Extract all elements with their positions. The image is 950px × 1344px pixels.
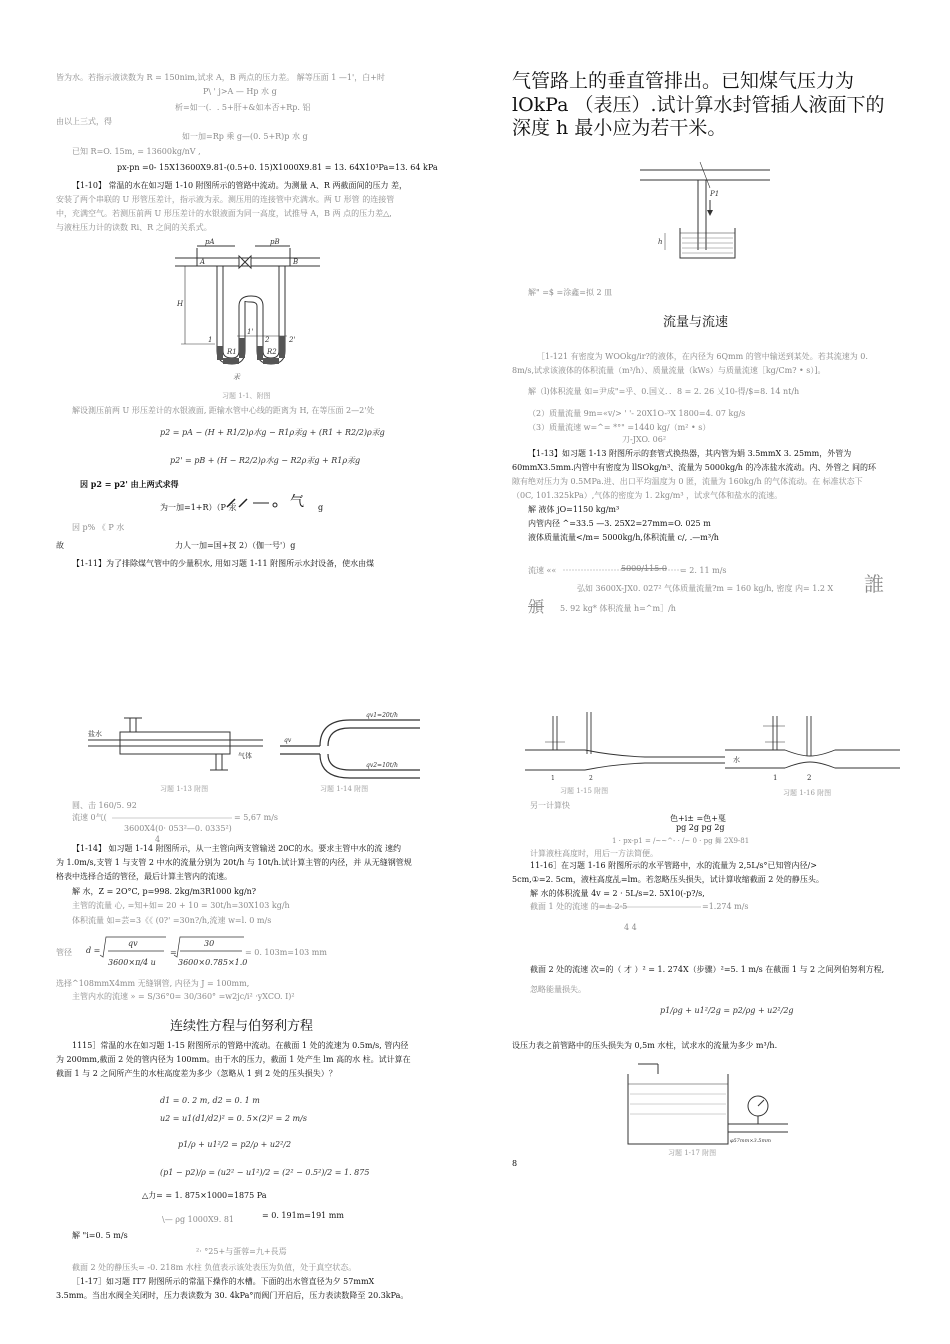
solution-line: = 0. 103m=103 mm [245,948,327,957]
problem-text-large: 气管路上的垂直管排出。已知煤气压力为 [512,70,855,92]
section-heading: 流量与流速 [663,315,729,330]
equation-line: 为一加=1+R）（P 汞 [160,503,237,512]
equation-line: 1 · px-p1 = /~~^- · /~ 0 · pg 舞 2X9-81 [612,837,750,845]
figure-1-13 [88,712,263,782]
label-P1: P1 [710,190,720,198]
equation: p1/ρg + u1²/2g = p2/ρg + u2²/2g [660,1006,794,1015]
solution-line: 5000/115 0 [621,564,667,573]
solution-line: 管径 [56,948,72,957]
equation-line: 气 [290,494,304,510]
label-qv1: qv1=20t/h [366,712,399,719]
solution-line: = 2. 11 m/s [680,566,727,575]
problem-1-11-line: 【1-11】为了排除煤气管中的少量积水, 用如习题 1-11 附图所示水封设备，使水由煤 [72,559,375,568]
solution-line: 截面 1 处的流速 的=± 2·5 [530,902,628,911]
solution-line: 解" =$ =涂鑫=拟 2 皿 [528,288,613,297]
figure-1-10 [175,236,320,386]
solution-line: （2）质量流量 9m=«v/> ' '- 20X1O-³X 1800=4. 07 kg/s [528,409,746,418]
solution-line: 计算液柱高度时，用后一方法简便。 [530,849,658,858]
label-B: B [293,258,299,266]
solution-line: 解设測压前两 U 形压差计的水银液面, 距输水管中心线的距离为 H, 在等压面 2—2'处 [72,406,375,415]
problem-1-15-line: 为 200mm,截面 2 处的管内径为 100mm。由于水的压力，截面 1 处产生 lm 高的水 柱。试计算在 [56,1055,411,1064]
equation: p2' = pB + (H − R2/2)ρ水g − R2ρ汞g + R1ρ汞g [170,456,361,465]
problem-1-17-line: 设压力表之前管路中的压头损失为 0,5m 水柱，试求水的流量为多少 m³/h. [512,1041,778,1050]
equation-line: g [318,503,324,512]
solution-line: 解（l)体积流量 如=尹成"=乎、0.国义．．8 = 2. 26 乂10-得/$=8. 14 nt/h [528,387,800,396]
solution-line: 4 [155,835,161,844]
figure-1-14 [280,708,430,788]
label-mercury: 汞 [233,373,240,381]
problem-1-16-line: 11-16］在习题 1-16 附图所示的水平管路中，水的流量为 2,5L/s°已知管内径/> [530,861,817,870]
problem-1-10-line: 与液柱压力计的读数 Ri、R 之间的关系式。 [56,223,212,232]
solution-line: 3600X4(0· 053²—0. 0335²) [124,824,232,833]
label-1: 1 [773,774,778,782]
problem-1-15-line: 截面 1 与 2 之间所产生的水柱高度差为多少（忽略从 1 到 2 处的压头损失）？ [56,1069,337,1078]
figure-caption: 习题 1-1、附图 [222,392,271,400]
label-1: 1 [208,336,213,344]
equation: p2 = pA − (H + R1/2)ρ水g − R1ρ汞g + (R1 + R2/2)ρ汞g [160,428,385,437]
solution-line: 主管内水的流速 » = S/36°0= 30/360° =w2jc/i² ·yXCO. I)² [72,992,295,1001]
problem-1-13-line: （0C, 101.325kPa）,气体的密度为 1. 2kg/m³ ，试求气体和盐水的流速。 [512,491,783,500]
figure-1-16 [725,712,900,784]
page-number: 8 [512,1159,518,1168]
problem-1-17-line: ［1-17］如习题 IT7 附图所示的常温下操作的水槽。下面的出水管直径为夕 57mmX [72,1277,375,1286]
label-water: 水 [733,756,740,764]
label-2: 2 [265,336,270,344]
text-line: 由以上三式，得 [56,117,112,126]
label-pB: pB [270,238,280,246]
fraction-line [596,905,701,909]
text-line: 皆为水。若指示液读数为 R = 150nim,试求 A，B 两点的压力差。 解等压面 1 —1'，白+时 [56,73,385,82]
solution-line: 解 水的体积流量 4v = 2 · 5L/s=2. 5X10(-p?/s, [530,889,705,898]
label-R2: R2 [267,348,277,356]
equation-line: \— ρg 1000X9. 81 [162,1215,235,1224]
equation: u2 = u1(d1/d2)² = 0. 5×(2)² = 2 m/s [160,1114,307,1123]
equation-line: 色+i± =色+戛 [670,814,726,823]
solution-line: 解 水，Z = 2O°C, p=998. 2kg/m3R1000 kg/n? [72,887,257,896]
solution-line: 另一计算快 [530,801,570,810]
text-line: 因 p2 = p2' 由上两式求得 [80,479,179,489]
equation: d1 = 0. 2 m, d2 = 0. 1 m [160,1096,260,1105]
svg-text:qv: qv [128,939,138,948]
solution-line: 圆、击 160/5. 92 [72,801,137,810]
label-1p: 1' [247,328,254,336]
solution-line: （3）质量流速 w=^= *°" =1440 kg/（m² • s） [528,423,711,432]
problem-1-10-line: 【1-10】 常温的水在如习题 1-10 附图所示的管路中流动。为测量 A、R 两截面间的压力 差， [72,181,408,190]
solution-line: = 5,67 m/s [234,813,278,822]
label-H: H [177,300,184,308]
svg-text:3600×π/4 u: 3600×π/4 u [108,958,156,967]
svg-text:1: 1 [551,775,555,782]
equation: p1/ρ + u1²/2 = p2/ρ + u2²/2 [178,1140,292,1149]
equation-line: px-pn =0- 15X13600X9.81-(0.5+0. 15)X1000X9.81 = 13. 64X10³Pa=13. 64 kPa [117,163,438,172]
text-line: 因 p% 《 P 水 [72,523,125,532]
equation-line: 如一加=Rp 乘 g—(0. 5+R)p 水 g [182,132,308,141]
equation-line: △力= = 1. 875×1000=1875 Pa [142,1191,267,1200]
solution-line: 截面 2 处的静压头= -0. 218m 水柱 负值表示该处表压为负值，处于真空状态。 [72,1263,357,1272]
figure-caption: 习题 1-14 附图 [320,785,369,793]
figure-caption: 习题 1-13 附图 [160,785,209,793]
solution-line: 4 4 [624,923,637,932]
solution-line: 解 液体 jO=1150 kg/m³ [528,505,620,514]
equation-line: 析=如一(．. 5+肝+&如本否+Rp. 铝 [175,103,311,112]
problem-1-12-line: 8m/s,试求该液体的体积流量（m³/h）、质量流量（kWs）与质量流速［kg/Cm? • s）]。 [512,366,826,375]
fraction-scribble [225,495,285,511]
svg-text:30: 30 [204,939,215,948]
svg-text:d =: d = [86,946,101,955]
solution-line: 内管内径 ^=33.5 —3. 25X2=27mm=O. 025 m [528,519,711,528]
section-heading: 连续性方程与伯努利方程 [170,1019,314,1034]
equation-line: = 0. 191m=191 mm [262,1211,344,1220]
solution-line: 刀-JXO. 06² [622,435,667,444]
problem-1-13-line: 60mmX3.5mm.内管中有密度为 llSOkg/n³、流量为 5000kg/h 的冷冻盐水流动。内、外管之 间的环 [512,463,877,472]
label-brine: 盐水 [88,730,102,738]
equation-line: P\ ' j>A — Hp 水 g [203,87,277,96]
solution-line: 忽略能量损失。 [530,985,586,994]
solution-line: 流速 0气( [72,813,107,822]
problem-1-15-line: 1115］常温的水在如习题 1-15 附图所示的管路中流动。在截面 1 处的流速为 0.5m/s, 管内径 [72,1041,409,1050]
figure-caption: 习题 1-15 附图 [560,787,609,795]
problem-1-12-line: ［1-121 有密度为 WOOkg/ir?的液体，在内径为 6Qmm 的管中输送到某处。若其流速为 0. [537,352,868,361]
problem-1-14-line: 为 1.0m/s,支管 1 与支管 2 中水的流量分别为 20t/h 与 10t/h.试计算主管的内径，并 从无缝钢管规 [56,858,412,867]
label-2p: 2' [289,336,296,344]
text-line: 已知 R=O. 15m, = 13600kg/nV , [72,147,201,156]
figure-caption: 习题 1-16 附图 [783,789,832,797]
solution-line: 液体质量流量</m= 5000kg/h,体积流量 c/, .—m³/h [528,533,719,542]
problem-1-14-line: 【1-14】 如习题 1-14 附图所示，从一主管向两支管输送 20C的水。要求主管中水的流 速约 [72,844,401,853]
equation: (p1 − p2)/ρ = (u2² − u1²)/2 = (2² − 0.5²)/2 = 1. 875 [160,1168,370,1177]
problem-1-13-line: 【1-13】如习题 1-13 附图所示的套管式换热器，其内管为娟 3.5mmX 3. 25mm，外管为 [528,449,852,458]
problem-1-13-line: 隙有绝对压力为 0.5MPa.进、出口平均温度为 0 匿，流量为 160kg/h 的气体流动。在 标准状态下 [512,477,863,486]
solution-line: 体积流量 如=芸=3《《 (0?' =30n?/h,流速 w=l. 0 m/s [72,916,272,925]
figure-1-11 [640,148,770,268]
svg-text:=: = [170,948,177,957]
solution-line: 主管的流量 心, =知+如= 20 + 10 = 30t/h=30X103 kg/h [72,901,290,910]
label-A: A [200,258,206,266]
solution-line: =1.274 m/s [702,902,749,911]
solution-line: 流速 «« [528,566,557,575]
problem-1-16-line: 5cm,①=2. 5cm，液柱高度乩=lm。若忽略压头损失，试计算收缩截面 2 处的静压头。 [512,875,824,884]
problem-1-17-line: 3.5mm。当出水阀全关闭时，压力表读数为 30. 4kPa°而阀门开启后，压力表读数降至 20.3kPa。 [56,1291,409,1300]
label-qv2: qv2=10t/h [366,762,399,769]
figure-caption: 习题 1-17 附图 [668,1149,717,1157]
solution-line: 誰 [864,572,884,596]
label-2: 2 [807,774,812,782]
problem-1-10-line: 中，充满空气。若测压前两 U 形压差计的水银液面为同一高度，试推导 A，B 两 点的压力差△, [56,209,392,218]
label-h: h [658,238,663,246]
problem-1-14-line: 格表中选择合适的管径，最后计算主管内的流速。 [56,872,232,881]
svg-text:3600×0.785×1.0: 3600×0.785×1.0 [178,958,248,967]
solution-line: 弘如 3600X-JX0. 027² 气体质量流量?m = 160 kg/h, 密度 内= 1.2 X [577,584,834,593]
radical-equation [86,935,246,971]
solution-line: ²· °25+与蛋蓉=九+長焉 [196,1247,287,1256]
solution-line: 頒 [528,597,545,616]
figure-1-15 [525,712,725,784]
figure-1-17 [618,1054,788,1146]
equation-line: pg 2g pg 2g [676,823,725,832]
equation-line: 力人一加=国+扠 2）（伽一号'）g [175,541,296,550]
problem-text-large: lOkPa （表压）.试计算水封管插人液面下的 [512,94,885,116]
problem-1-10-line: 安装了两个串联的 U 形管压差计，指示液为汞。测压用的连接管中充满水。两 U 形管 的连接管 [56,195,395,204]
label-pA: pA [205,238,215,246]
svg-text:2: 2 [589,775,593,782]
label-qv: qv [284,737,292,744]
solution-line: 截面 2 处的流速 次=的（ 才 ）² = 1. 274X（步骤）²=5. 1 m/s 在截面 1 与 2 之间列伯努利方程, [530,965,885,974]
fraction-line [112,816,232,820]
problem-text-large: 深度 h 最小应为若干米。 [512,117,727,139]
text-line: 故 [56,541,64,550]
solution-line: 选择^108mmX4mm 无缝钢管, 内径为 J = 100mm, [56,979,250,988]
label-pipe: φ57mm×3.5mm [730,1138,771,1144]
label-R1: R1 [227,348,237,356]
solution-line: 5. 92 kg* 体积流量 h=^m］/h [560,604,676,613]
label-gas: 气体 [238,752,252,760]
solution-line: 解 "i=0. 5 m/s [72,1231,128,1240]
